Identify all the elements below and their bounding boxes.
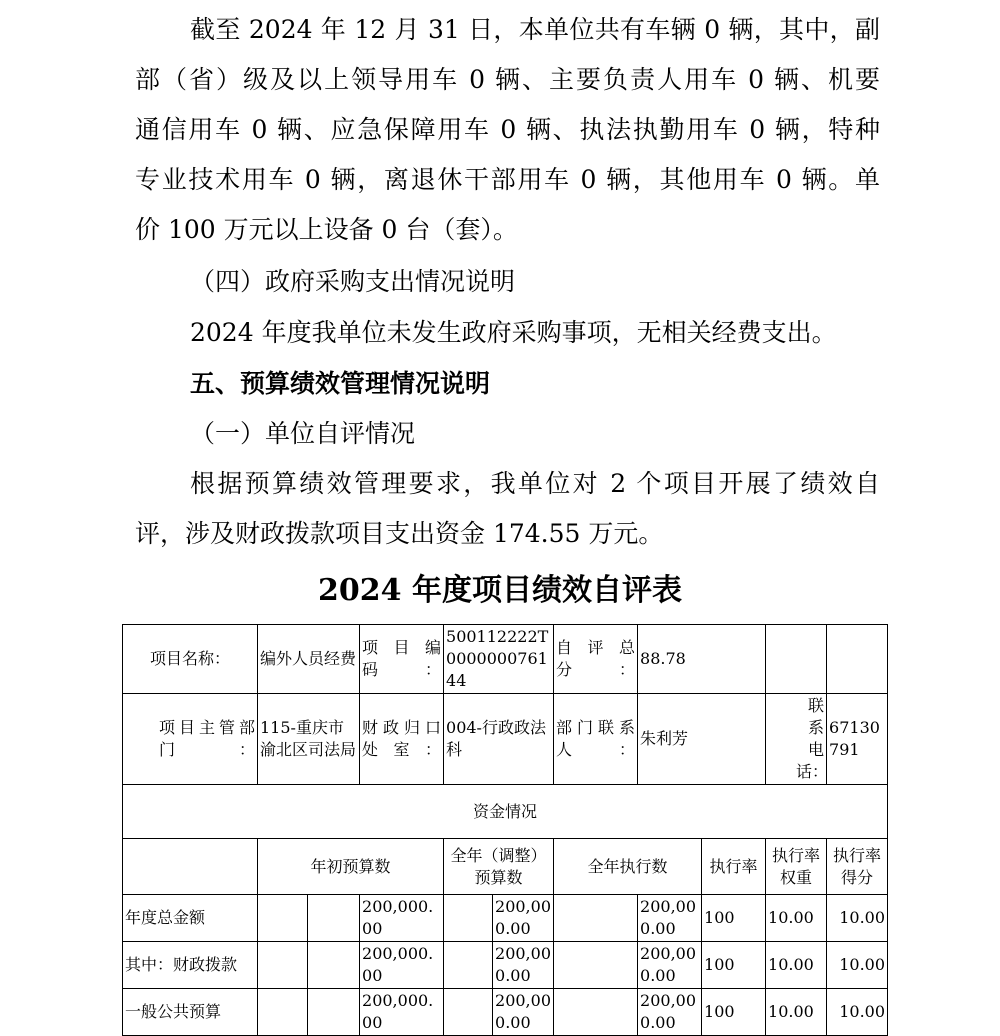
- initial-budget-value: 200,000.00: [360, 942, 444, 989]
- adjusted-budget-value: 200,000.00: [493, 942, 554, 989]
- row-label: 其中：财政拨款: [123, 942, 258, 989]
- header-exec-rate-weight: 执行率权重: [766, 839, 827, 895]
- para-procurement: 2024 年度我单位未发生政府采购事项，无相关经费支出。: [190, 318, 837, 347]
- header-exec-rate-score: 执行率得分: [827, 839, 888, 895]
- exec-rate-value: 100: [702, 895, 766, 942]
- contact-value: 朱利芳: [638, 694, 766, 785]
- heading-unit-self-evaluation: （一）单位自评情况: [190, 419, 416, 448]
- adjusted-budget-value: 200,000.00: [493, 989, 554, 1036]
- header-executed: 全年执行数: [554, 839, 702, 895]
- adjusted-budget-value: 200,000.00: [493, 895, 554, 942]
- empty-cell: [766, 625, 827, 694]
- phone-value: 67130791: [827, 694, 888, 785]
- project-name-label: 项目名称：: [123, 625, 258, 694]
- table-row: [123, 989, 888, 1036]
- initial-budget-value: 200,000.00: [360, 989, 444, 1036]
- finance-office-label: 财政归口处室：: [360, 694, 444, 785]
- table-row: [123, 895, 888, 942]
- header-adjusted-budget: 全年（调整）预算数: [444, 839, 554, 895]
- para1-line-5: 价 100 万元以上设备 0 台（套）。: [135, 215, 518, 244]
- project-code-label: 项目编码：: [360, 625, 444, 694]
- empty-cell: [444, 942, 493, 989]
- exec-rate-weight-value: 10.00: [766, 989, 827, 1036]
- row-label: 一般公共预算: [123, 989, 258, 1036]
- table-row: [123, 694, 888, 785]
- table-row: [123, 942, 888, 989]
- para1-line-2: 部（省）级及以上领导用车 0 辆、主要负责人用车 0 辆、机要: [135, 65, 880, 94]
- project-name-value: 编外人员经费: [258, 625, 360, 694]
- exec-rate-score-value: 10.00: [827, 942, 888, 989]
- row-label: 年度总金额: [123, 895, 258, 942]
- self-score-label: 自评总分：: [554, 625, 638, 694]
- self-score-value: 88.78: [638, 625, 766, 694]
- empty-cell: [827, 625, 888, 694]
- initial-budget-value: 200,000.00: [360, 895, 444, 942]
- empty-cell: [444, 895, 493, 942]
- empty-cell: [258, 989, 308, 1036]
- empty-cell: [308, 989, 360, 1036]
- phone-label: 联系电话：: [766, 694, 827, 785]
- header-exec-rate: 执行率: [702, 839, 766, 895]
- executed-value: 200,000.00: [638, 942, 702, 989]
- para1-line-1: 截至 2024 年 12 月 31 日，本单位共有车辆 0 辆，其中，副: [190, 15, 880, 44]
- para3-line-1: 根据预算绩效管理要求，我单位对 2 个项目开展了绩效自: [190, 469, 880, 498]
- empty-cell: [554, 895, 638, 942]
- performance-table: [122, 624, 888, 1036]
- empty-cell: [123, 839, 258, 895]
- heading-government-procurement: （四）政府采购支出情况说明: [190, 267, 516, 296]
- heading-budget-performance: 五、预算绩效管理情况说明: [190, 369, 491, 398]
- finance-office-value: 004-行政政法科: [444, 694, 554, 785]
- empty-cell: [308, 942, 360, 989]
- para3-line-2: 评，涉及财政拨款项目支出资金 174.55 万元。: [135, 519, 664, 548]
- empty-cell: [554, 989, 638, 1036]
- empty-cell: [554, 942, 638, 989]
- dept-value: 115-重庆市渝北区司法局: [258, 694, 360, 785]
- executed-value: 200,000.00: [638, 989, 702, 1036]
- table-row: [123, 785, 888, 839]
- table-row: [123, 625, 888, 694]
- exec-rate-weight-value: 10.00: [766, 942, 827, 989]
- exec-rate-score-value: 10.00: [827, 895, 888, 942]
- exec-rate-value: 100: [702, 989, 766, 1036]
- executed-value: 200,000.00: [638, 895, 702, 942]
- header-initial-budget: 年初预算数: [258, 839, 444, 895]
- table-title: 2024 年度项目绩效自评表: [318, 573, 682, 608]
- contact-label: 部门联系人：: [554, 694, 638, 785]
- funds-section-label: 资金情况: [123, 785, 888, 839]
- para1-line-3: 通信用车 0 辆、应急保障用车 0 辆、执法执勤用车 0 辆，特种: [135, 115, 880, 144]
- para1-line-4: 专业技术用车 0 辆，离退休干部用车 0 辆，其他用车 0 辆。单: [135, 165, 880, 194]
- exec-rate-score-value: 10.00: [827, 989, 888, 1036]
- exec-rate-weight-value: 10.00: [766, 895, 827, 942]
- exec-rate-value: 100: [702, 942, 766, 989]
- table-header-row: [123, 839, 888, 895]
- empty-cell: [308, 895, 360, 942]
- dept-label: 项目主管部门：: [123, 694, 258, 785]
- project-code-value: 500112222T000000076144: [444, 625, 554, 694]
- empty-cell: [258, 895, 308, 942]
- empty-cell: [444, 989, 493, 1036]
- empty-cell: [258, 942, 308, 989]
